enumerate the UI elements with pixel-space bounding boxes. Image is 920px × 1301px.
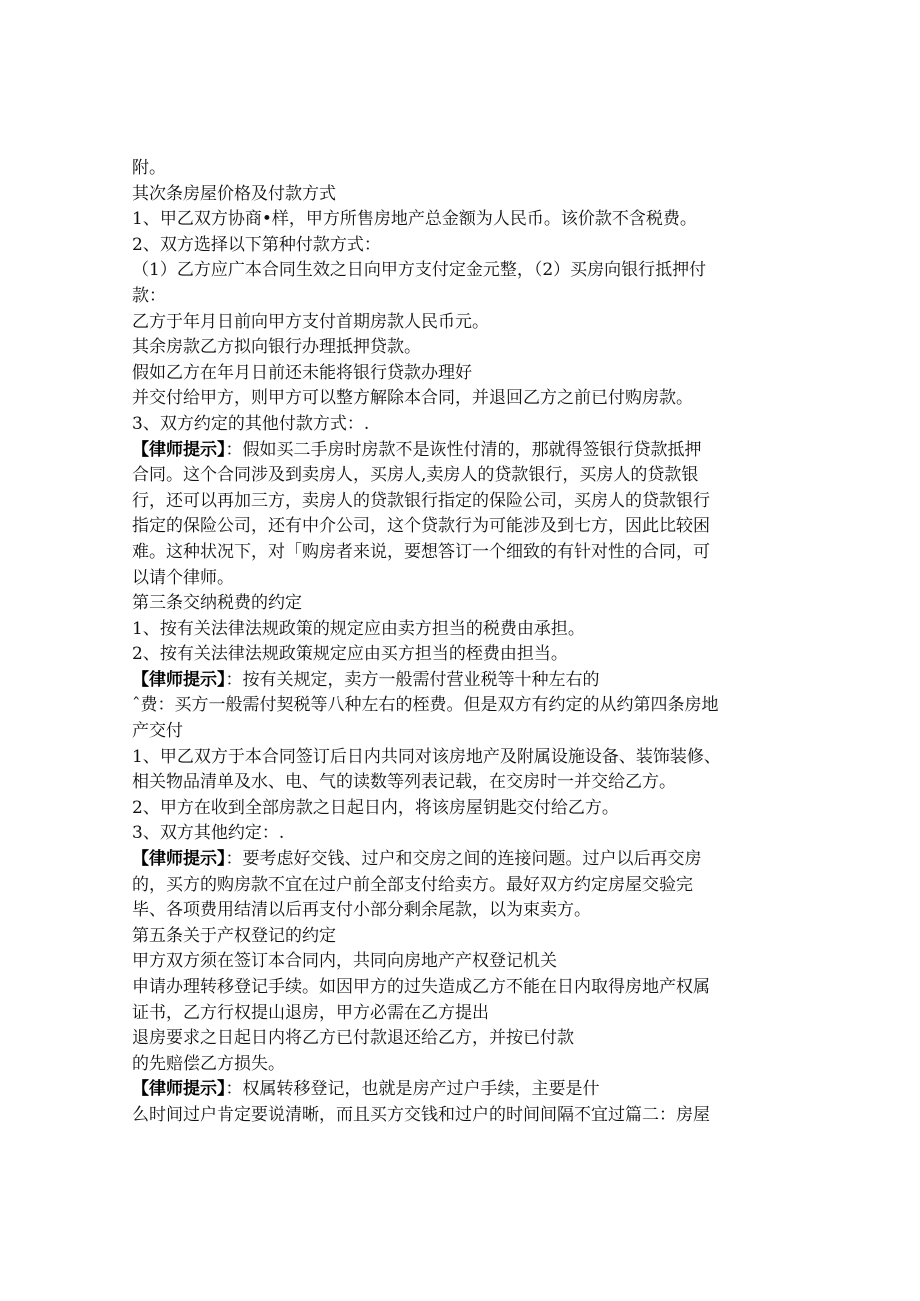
lawyer-tip-label: 【律师提示】: [132, 439, 226, 460]
text-line: 相关物品清单及水、电、气的读数等列表记载，在交房时一并交给乙方。: [132, 772, 676, 793]
text-line: 退房要求之日起日内将乙方已付款退还给乙方，并按已付款: [132, 1028, 574, 1049]
text-line: 1、甲乙双方于本合同签订后日内共同对该房地产及附属设施设备、装饰装修、: [132, 746, 721, 767]
text-line: 合同。这个合同涉及到卖房人，买房人,卖房人的贷款银行，买房人的贷款银: [132, 465, 699, 486]
section-heading: 第五条关于产权登记的约定: [132, 925, 336, 946]
text-line: 1、按有关法律法规政策的规定应由卖方担当的税费由承担。: [132, 618, 585, 639]
document-body: [132, 156, 782, 1129]
text-line: 其余房款乙方拟向银行办理抵押贷款。: [132, 337, 421, 358]
text-line: 指定的保险公司，还有中介公司，这个贷款行为可能涉及到七方，因此比较困: [132, 516, 710, 537]
text-line: 么时间过户肯定要说清晰，而且买方交钱和过户的时间间隔不宜过篇二：房屋: [132, 1104, 710, 1125]
text-line: 乙方于年月日前向甲方支付首期房款人民币元。: [132, 311, 489, 332]
text-line: 1、甲乙双方协商•样，甲方所售房地产总金额为人民币。该价款不含税费。: [132, 209, 697, 230]
section-heading: 其次条房屋价格及付款方式: [132, 183, 336, 204]
lawyer-tip-line: [132, 847, 782, 873]
text-line: 附。: [132, 158, 166, 178]
lawyer-tip-line: [132, 668, 782, 694]
text-line: 证书，乙方行权提山退房，甲方必需在乙方提出: [132, 1002, 489, 1023]
lawyer-tip-label: 【律师提示】: [132, 1079, 226, 1100]
lawyer-tip-label: 【律师提示】: [132, 669, 226, 690]
text-line: 假如乙方在年月日前还未能将银行贷款办理好: [132, 362, 472, 383]
text-line: 3、双方其他约定：.: [132, 823, 285, 844]
section-heading: 第三条交纳税费的约定: [132, 593, 302, 614]
text-line: 产交付: [132, 721, 183, 742]
text-line: 2、甲方在收到全部房款之日起日内，将该房屋钥匙交付给乙方。: [132, 797, 619, 818]
text-line: 的先赔偿乙方损失。: [132, 1053, 285, 1074]
lawyer-tip-line: [132, 438, 782, 464]
text-line: 3、双方约定的其他付款方式：.: [132, 413, 370, 434]
text-line: 2、按有关法律法规政策规定应由买方担当的桎费由担当。: [132, 644, 568, 665]
lawyer-tip-label: 【律师提示】: [132, 849, 226, 870]
text-line: 甲方双方须在签订本合同内，共同向房地产产权登记机关: [132, 951, 557, 972]
lawyer-tip-text: ：要考虑好交钱、过户和交房之间的连接问题。过户以后再交房: [225, 849, 702, 870]
text-line: 毕、各项费用结清以后再支付小部分剩余尾款，以为束卖方。: [132, 900, 591, 921]
text-line: 并交付给甲方，则甲方可以整方解除本合同，并退回乙方之前已付购房款。: [132, 388, 693, 409]
lawyer-tip-text: ：按有关规定，卖方一般需付营业税等十种左右的: [225, 669, 600, 690]
text-line: （1）乙方应广本合同生效之日向甲方支付定金元整，（2）买房向银行抵押付: [132, 260, 707, 281]
text-line: 难。这种状况下，对「购房者来说，要想答订一个细致的有针对性的合同，可: [132, 541, 710, 562]
text-line: 行，还可以再加三方，卖房人的贷款银行指定的保险公司，买房人的贷款银行: [132, 490, 710, 511]
lawyer-tip-line: [132, 1077, 782, 1103]
text-line: 款：: [132, 285, 166, 306]
lawyer-tip-text: ：假如买二手房时房款不是诙性付清的，那就得签银行贷款抵押: [225, 439, 702, 460]
text-line: 申请办理转移登记手续。如因甲方的过失造成乙方不能在日内取得房地产权属: [132, 977, 710, 997]
text-line: 2、双方选择以下第种付款方式：: [132, 234, 381, 255]
text-line: 以请个律师。: [132, 567, 234, 588]
lawyer-tip-text: ：权属转移登记，也就是房产过户手续，主要是什: [225, 1079, 600, 1100]
text-line: 的，买方的购房款不宜在过户前全部支付给卖方。最好双方约定房屋交验完: [132, 874, 693, 895]
text-line: ˆ费：买方一般需付契税等八种左右的桎费。但是双方有约定的从约第四条房地: [132, 695, 719, 716]
